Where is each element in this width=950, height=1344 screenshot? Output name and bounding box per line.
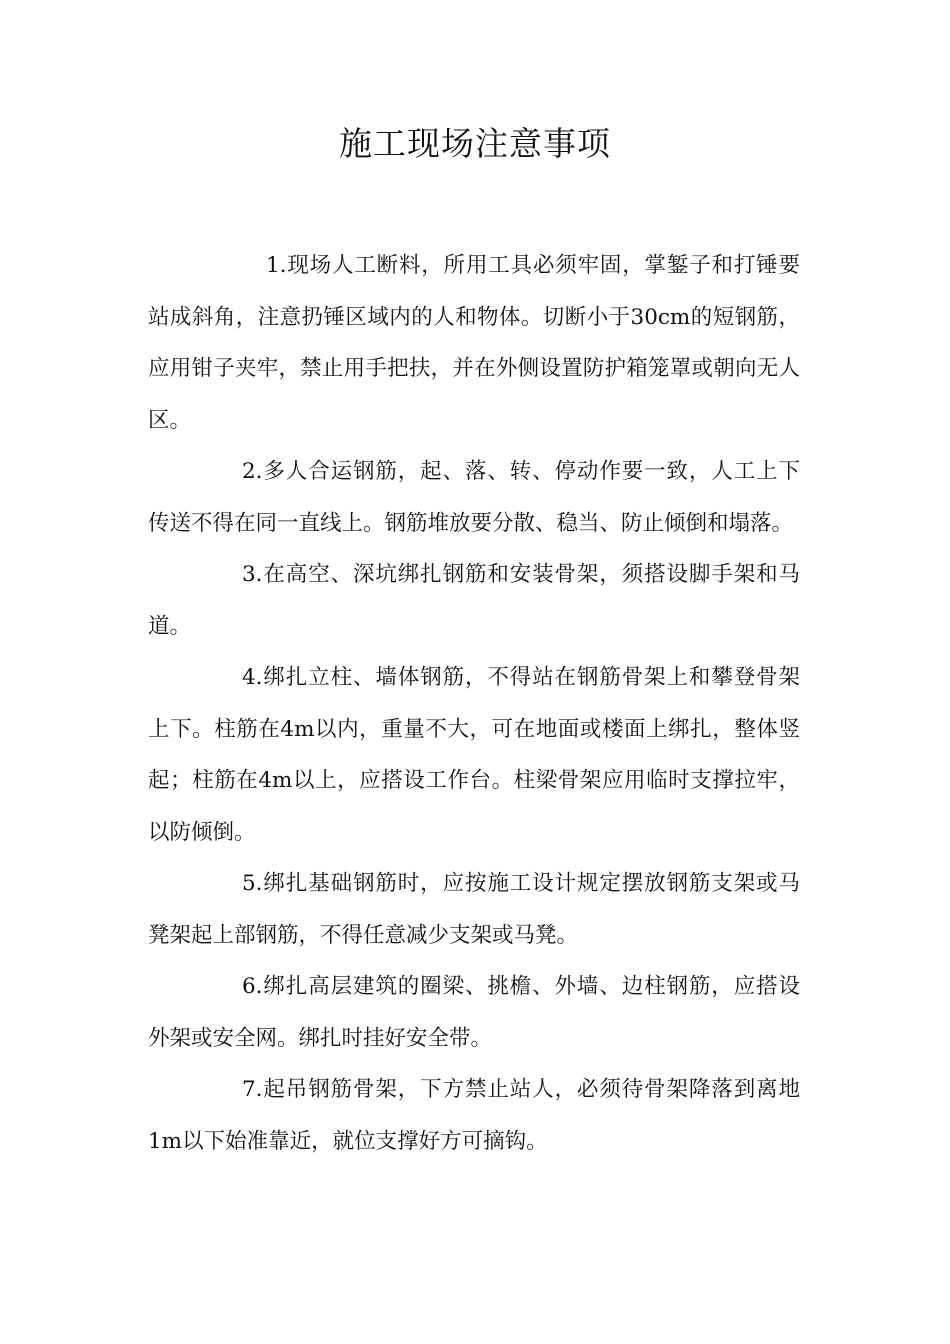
paragraph-1: 1.现场人工断料，所用工具必须牢固，掌錾子和打锤要站成斜角，注意扔锤区域内的人和物体。切断小于30cm的短钢筋，应用钳子夹牢，禁止用手把扶，并在外侧设置防护箱笼罩或朝向无人区。 (148, 253, 800, 433)
document-title: 施工现场注意事项 (339, 124, 611, 163)
paragraph-5: 5.绑扎基础钢筋时，应按施工设计规定摆放钢筋支架或马凳架起上部钢筋，不得任意减少支架或马凳。 (148, 871, 800, 948)
paragraph-4: 4.绑扎立柱、墙体钢筋，不得站在钢筋骨架上和攀登骨架上下。柱筋在4m以内，重量不大，可在地面或楼面上绑扎，整体竖起；柱筋在4m以上，应搭设工作台。柱梁骨架应用临时支撑拉牢，以防倾倒。 (148, 665, 800, 845)
paragraph-3: 3.在高空、深坑绑扎钢筋和安装骨架，须搭设脚手架和马道。 (148, 562, 800, 639)
document-body (148, 240, 800, 1167)
paragraph-2: 2.多人合运钢筋，起、落、转、停动作要一致，人工上下传送不得在同一直线上。钢筋堆放要分散、稳当、防止倾倒和塌落。 (148, 459, 800, 536)
paragraph-7: 7.起吊钢筋骨架，下方禁止站人，必须待骨架降落到离地1m以下始准靠近，就位支撑好方可摘钩。 (148, 1077, 800, 1154)
paragraph-6: 6.绑扎高层建筑的圈梁、挑檐、外墙、边柱钢筋，应搭设外架或安全网。绑扎时挂好安全带。 (148, 974, 800, 1051)
